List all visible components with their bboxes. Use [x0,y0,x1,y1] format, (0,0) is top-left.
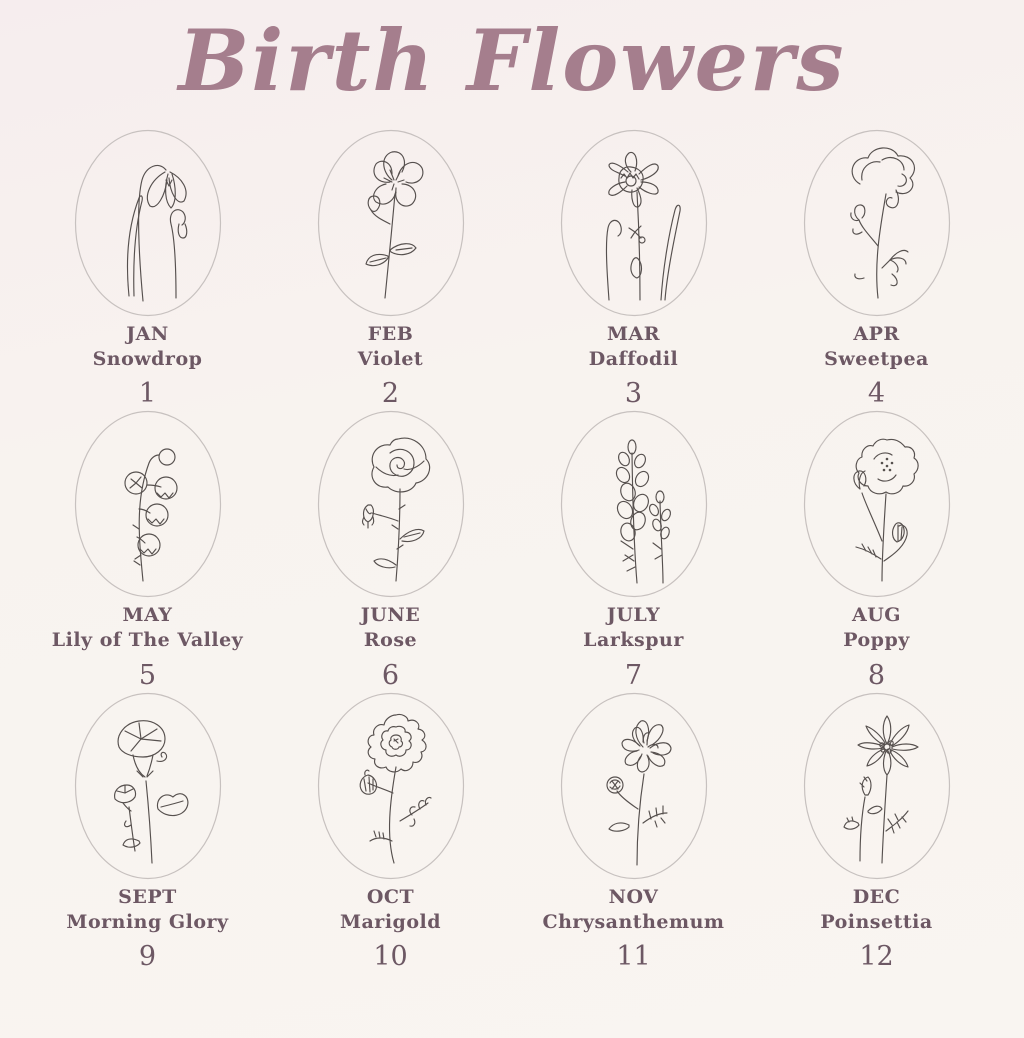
month-abbr: FEB [367,323,414,346]
month-abbr: MAY [122,604,173,627]
caption-apr [824,322,929,410]
caption-feb [357,322,424,410]
month-abbr: JUNE [360,604,421,627]
caption-june [360,603,421,691]
poppy-icon [802,409,952,599]
sweetpea-icon [802,128,952,318]
flower-name: Daffodil [588,347,679,370]
cell-aug [755,409,998,691]
month-abbr: AUG [851,604,902,627]
cell-feb [269,128,512,410]
flower-name: Marigold [339,910,442,933]
snowdrop-illustration [73,128,223,318]
snowdrop-icon [73,128,223,318]
oval-frame [804,693,949,878]
flower-name: Snowdrop [92,347,203,370]
month-number: 9 [138,941,157,973]
flower-name: Larkspur [583,629,684,652]
cell-nov [512,691,755,973]
caption-mar [588,322,679,410]
cell-may [26,409,269,691]
oval-frame [75,131,220,316]
flower-name: Poppy [843,629,910,652]
morning-glory-icon [73,691,223,881]
month-abbr: MAR [606,323,661,346]
caption-dec [820,885,933,973]
violet-icon [316,128,466,318]
rose-illustration [316,409,466,599]
larkspur-illustration [559,409,709,599]
cell-sept [26,691,269,973]
oval-frame [804,412,949,597]
caption-aug [843,603,910,691]
month-number: 2 [381,378,400,410]
poppy-illustration [802,409,952,599]
chrysanthemum-illustration [559,691,709,881]
caption-may [51,603,244,691]
cell-oct [269,691,512,973]
month-number: 4 [867,378,886,410]
cell-apr [755,128,998,410]
flower-name: Sweetpea [824,347,929,370]
oval-frame [318,131,463,316]
rose-icon [316,409,466,599]
chrysanthemum-icon [559,691,709,881]
flower-name: Rose [363,629,418,652]
caption-jan [92,322,203,410]
month-number: 11 [616,941,651,973]
month-number: 10 [373,941,408,973]
oval-frame [561,693,706,878]
month-abbr: DEC [852,885,901,908]
caption-sept [66,885,229,973]
cell-jan [26,128,269,410]
month-abbr: OCT [366,885,415,908]
flower-name: Violet [357,347,424,370]
cell-mar [512,128,755,410]
caption-oct [339,885,442,973]
month-number: 3 [624,378,643,410]
month-abbr: NOV [608,885,659,908]
month-number: 12 [859,941,894,973]
birth-flowers-poster [0,11,1024,1038]
month-number: 8 [867,659,886,691]
month-abbr: APR [853,323,900,346]
lily-of-the-valley-illustration [73,409,223,599]
cell-july [512,409,755,691]
flower-name: Chrysanthemum [542,910,725,933]
month-number: 6 [381,659,400,691]
oval-frame [318,412,463,597]
daffodil-illustration [559,128,709,318]
cell-dec [755,691,998,973]
larkspur-icon [559,409,709,599]
sweetpea-illustration [802,128,952,318]
month-abbr: SEPT [118,885,177,908]
month-abbr: JULY [606,604,661,627]
daffodil-icon [559,128,709,318]
oval-frame [561,131,706,316]
oval-frame [75,412,220,597]
poinsettia-icon [802,691,952,881]
flower-name: Morning Glory [66,910,229,933]
marigold-icon [316,691,466,881]
page-title: Birth Flowers [178,11,846,110]
cell-june [269,409,512,691]
month-abbr: JAN [126,323,169,346]
morning-glory-illustration [73,691,223,881]
caption-nov [542,885,725,973]
flower-name: Poinsettia [820,910,933,933]
caption-july [583,603,684,691]
violet-illustration [316,128,466,318]
lily-of-the-valley-icon [73,409,223,599]
month-number: 1 [138,378,157,410]
marigold-illustration [316,691,466,881]
month-number: 5 [138,659,157,691]
flower-name: Lily of The Valley [51,629,244,652]
month-grid [0,114,1024,973]
poinsettia-illustration [802,691,952,881]
month-number: 7 [624,659,643,691]
